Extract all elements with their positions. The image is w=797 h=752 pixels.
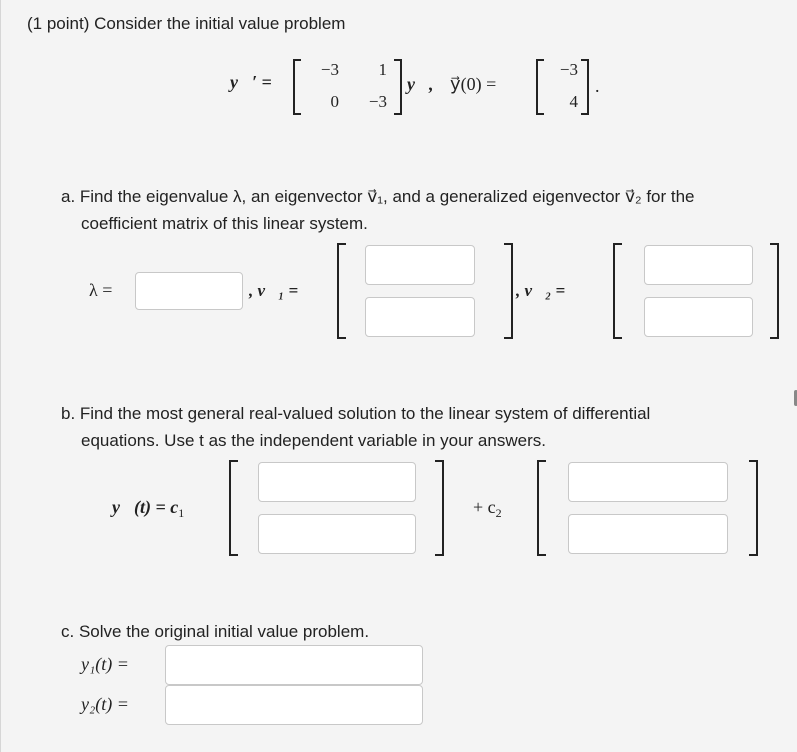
ic-component-1: −3 <box>559 60 578 79</box>
v2-left-bracket <box>613 243 622 339</box>
y2-label: y₂(t) = <box>81 694 129 714</box>
general-solution-label <box>112 497 184 518</box>
v2-bottom-input[interactable] <box>644 297 753 337</box>
matrix-a12: 1 <box>378 60 387 79</box>
matrix-a22: −3 <box>368 92 387 111</box>
matrix-left-bracket <box>293 59 301 115</box>
v2-label: , v⃗₂ = <box>516 281 566 300</box>
lambda-label: λ = <box>89 280 113 300</box>
plus-c-label: + c <box>473 497 496 517</box>
c2-term-label <box>473 497 502 518</box>
b2-bottom-input[interactable] <box>568 514 728 554</box>
y-vector-label: y⃗, <box>407 74 434 94</box>
v2-right-bracket <box>770 243 779 339</box>
ic-component-2: 4 <box>569 92 578 111</box>
initial-condition-label: y⃗(0) = <box>450 74 497 94</box>
v1-right-bracket <box>504 243 513 339</box>
part-b-question-line1: b. Find the most general real-valued solution to the linear system of differential <box>61 404 651 423</box>
matrix-right-bracket <box>394 59 402 115</box>
b2-right-bracket <box>749 460 758 556</box>
part-a-question-line2: coefficient matrix of this linear system. <box>81 214 368 233</box>
v2-top-input[interactable] <box>644 245 753 285</box>
v1-bottom-input[interactable] <box>365 297 475 337</box>
v1-left-bracket <box>337 243 346 339</box>
ic-left-bracket <box>536 59 544 115</box>
part-a-question-line1: a. Find the eigenvalue λ, an eigenvector v⃗₁, and a generalized eigenvector v⃗₂ for the <box>61 187 695 206</box>
b1-bottom-input[interactable] <box>258 514 416 554</box>
c1-subscript: 1 <box>178 506 185 520</box>
b1-top-input[interactable] <box>258 462 416 502</box>
c2-subscript: 2 <box>495 506 502 520</box>
b2-top-input[interactable] <box>568 462 728 502</box>
matrix-a11: −3 <box>320 60 339 79</box>
equation-period: . <box>595 76 600 96</box>
lambda-input[interactable] <box>135 272 243 310</box>
ic-right-bracket <box>581 59 589 115</box>
y1-input[interactable] <box>165 645 423 685</box>
b1-right-bracket <box>435 460 444 556</box>
b1-left-bracket <box>229 460 238 556</box>
y-prime-label: y⃗′ = <box>230 72 272 92</box>
v1-top-input[interactable] <box>365 245 475 285</box>
y1-label: y₁(t) = <box>81 654 129 674</box>
part-b-question-line2: equations. Use t as the independent variable in your answers. <box>81 431 546 450</box>
general-solution-y: y⃗(t) = c <box>112 497 179 517</box>
y2-input[interactable] <box>165 685 423 725</box>
matrix-a21: 0 <box>330 92 339 111</box>
problem-header: (1 point) Consider the initial value problem <box>27 14 346 33</box>
part-c-question: c. Solve the original initial value problem. <box>61 622 370 641</box>
b2-left-bracket <box>537 460 546 556</box>
v1-label: , v⃗₁ = <box>249 281 299 300</box>
